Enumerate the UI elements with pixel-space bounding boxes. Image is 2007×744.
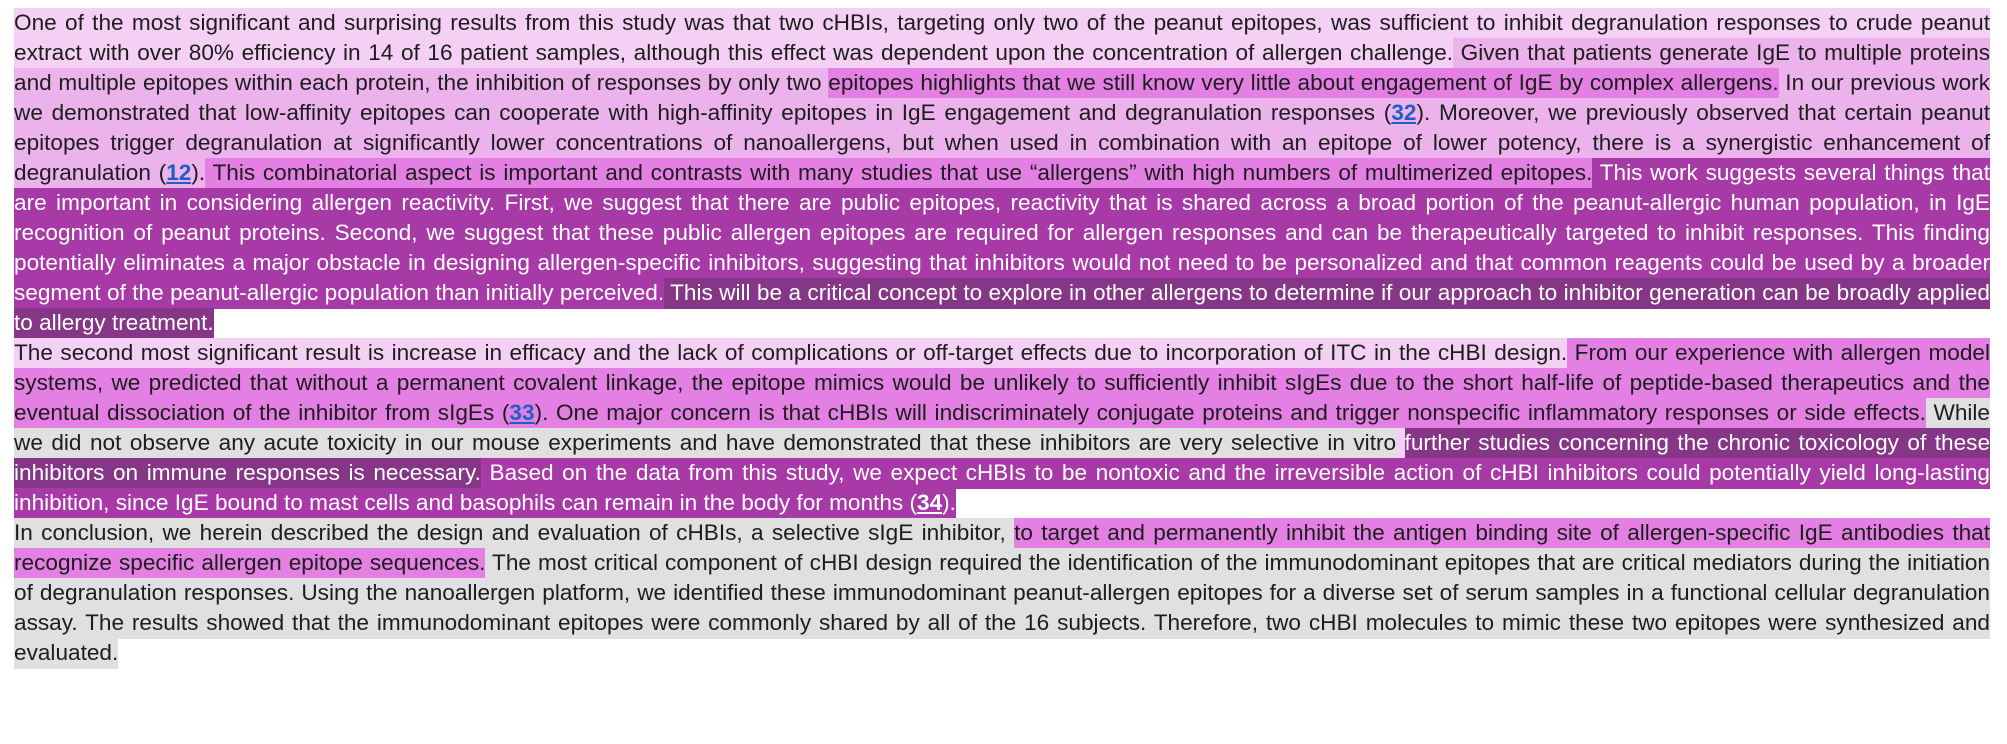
highlight-segment: While we did not observe any acute toxicity in our mouse experiments and have demonstrated that these inhibitors are very selective in vitro (14, 398, 1990, 459)
highlight-segment (1396, 428, 1404, 459)
highlight-segment (917, 488, 942, 519)
article-body (14, 8, 1990, 668)
reference-link[interactable]: 34 (917, 490, 943, 515)
highlight-segment: Given that patients generate IgE to multiple proteins and multiple epitopes within each protein, the inhibition of responses by only two (14, 38, 1990, 99)
highlight-segment: ). Moreover, we previously observed that certain peanut epitopes trigger degranulation at significantly lower concentrations of nanoallergens, but when used in combination with an epitope of lower potency, there is a synergistic enhancement of degranulation ( (14, 98, 1990, 189)
highlight-segment: This work suggests several things that are important in considering allergen reactivity. First, we suggest that there are public epitopes, reactivity that is shared across a broad portion of the peanut-allergic human population, in IgE recognition of peanut proteins. Second, we suggest that these public allergen epitopes are required for allergen responses and can be therapeutically targeted to inhibit responses. This finding potentially eliminates a major obstacle in designing allergen-specific inhibitors, suggesting that inhibitors would not need to be personalized and that common reagents could be used by a broader segment of the peanut-allergic population than initially perceived. (14, 158, 1990, 309)
highlight-segment (509, 398, 534, 429)
highlight-segment: further studies concerning the chronic toxicology of these inhibitors on immune responses is necessary. (14, 428, 1990, 489)
highlight-segment (166, 158, 191, 189)
highlight-segment: One of the most significant and surprising results from this study was that two cHBIs, targeting only two of the peanut epitopes, was sufficient to inhibit degranulation responses to crude peanut extract with over 80% efficiency in 14 of 16 patient samples, although this effect was dependent upon the concentration of allergen challenge. (14, 8, 1990, 69)
highlight-segment: In our previous work we demonstrated that low-affinity epitopes can cooperate with high-affinity epitopes in IgE engagement and degranulation responses ( (14, 68, 1990, 129)
paragraph-epitopes (14, 8, 1990, 338)
highlight-segment (1391, 98, 1416, 129)
highlight-segment: Based on the data from this study, we expect cHBIs to be nontoxic and the irreversible action of cHBI inhibitors could potentially yield long-lasting inhibition, since IgE bound to mast cells and basophils can remain in the body for months ( (14, 458, 1990, 519)
highlight-segment: ). (942, 488, 956, 519)
reference-link[interactable]: 32 (1391, 100, 1417, 125)
highlight-segment: In conclusion, we herein described the design and evaluation of cHBIs, a selective sIgE inhibitor, (14, 518, 1014, 549)
reference-link[interactable]: 12 (166, 160, 192, 185)
highlight-segment: This will be a critical concept to explore in other allergens to determine if our approach to inhibitor generation can be broadly applied to allergy treatment. (14, 278, 1990, 339)
highlight-segment: ). (191, 158, 205, 189)
highlight-segment: to target and permanently inhibit the antigen binding site of allergen-specific IgE antibodies that recognize specific allergen epitope sequences. (14, 518, 1990, 579)
highlight-segment: ). One major concern is that cHBIs will indiscriminately conjugate proteins and trigger nonspecific inflammatory responses or side effects. (535, 398, 1926, 429)
paragraph-conclusion (14, 518, 1990, 668)
highlight-segment: The second most significant result is increase in efficacy and the lack of complications or off-target effects due to incorporation of ITC in the cHBI design. (14, 338, 1567, 369)
highlight-segment: The most critical component of cHBI design required the identification of the immunodominant epitopes that are critical mediators during the initiation of degranulation responses. Using the nanoallergen platform, we identified these immunodominant peanut-allergen epitopes for a diverse set of serum samples in a functional cellular degranulation assay. The results showed that the immunodominant epitopes were commonly shared by all of the 16 subjects. Therefore, two cHBI molecules to mimic these two epitopes were synthesized and evaluated. (14, 548, 1990, 669)
highlight-segment: From our experience with allergen model systems, we predicted that without a permanent covalent linkage, the epitope mimics would be unlikely to sufficiently inhibit sIgEs due to the short half-life of peptide-based therapeutics and the eventual dissociation of the inhibitor from sIgEs ( (14, 338, 1990, 429)
paragraph-efficacy (14, 338, 1990, 518)
highlight-segment: epitopes highlights that we still know very little about engagement of IgE by complex allergens. (828, 68, 1778, 99)
reference-link[interactable]: 33 (509, 400, 535, 425)
highlight-segment: This combinatorial aspect is important and contrasts with many studies that use “allergens” with high numbers of multimerized epitopes. (205, 158, 1592, 189)
